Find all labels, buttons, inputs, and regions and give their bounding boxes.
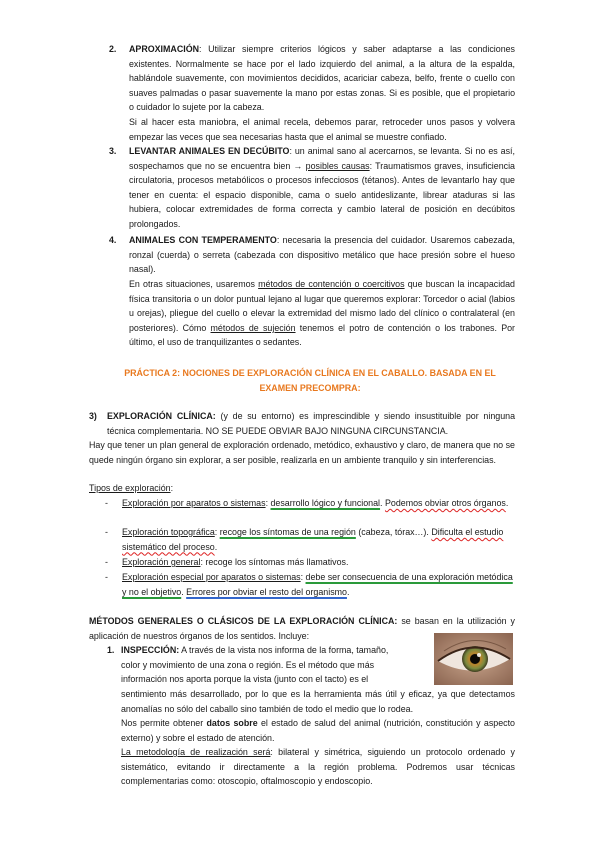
- inspeccion-line: información nos aporta porque la vista (junto con el tacto) es el: [121, 674, 369, 684]
- inspeccion-text: A través de la vista nos informa de la forma, tamaño,: [179, 645, 389, 655]
- item-number: 2.: [109, 44, 117, 54]
- tipo-text: .: [214, 541, 218, 552]
- tipo-highlight: debe ser consecuencia de una exploración metódica y no el objetivo: [122, 572, 513, 597]
- inspeccion-bold: datos sobre: [206, 718, 258, 728]
- metodos-contencion-link: métodos de contención o coercitivos: [258, 279, 405, 289]
- tipos-label-text: Tipos de exploración: [89, 483, 171, 493]
- item-levantar: [129, 144, 515, 232]
- bullet: -: [105, 557, 108, 567]
- tipo-highlight: recoge los síntomas de una región: [219, 527, 356, 537]
- tipo-name: Exploración por aparatos o sistemas: [122, 498, 266, 508]
- inspeccion-text: el estado de salud del animal (nutrición, constitución y aspecto externo) y sobre el estado de atención.: [121, 718, 515, 743]
- item-temperamento-extra: [129, 277, 515, 350]
- practica-heading: PRÁCTICA 2: NOCIONES DE EXPLORACIÓN CLÍNICA EN EL CABALLO. BASADA EN EL EXAMEN PRECOMPRA:: [124, 368, 496, 393]
- tipo-text: (cabeza, tórax…).: [355, 527, 432, 537]
- item-text: En otras situaciones, usaremos: [129, 279, 259, 289]
- item-title: ANIMALES CON TEMPERAMENTO: [129, 235, 277, 245]
- section-number: 3): [89, 411, 97, 421]
- inspeccion-rest: sentimiento más desarrollado, por lo que es la herramienta más útil y eficaz, ya que detectamos anomalías no sólo del caballo sino también de todo el medio que lo rodea.: [121, 689, 515, 714]
- section-text: (y de su entorno) es imprescindible y siendo insustituible por ninguna técnica complementaria.: [107, 411, 516, 436]
- tipo-text: :: [265, 498, 271, 508]
- item-text: : Utilizar siempre criterios lógicos y saber adaptarse a las condiciones existentes. Normalmente se hace por el lado izquierdo del animal, a la altura de la espalda, hablándole suavemente, con movimientos decididos, acariciar cabeza, belfo, frente o cuello con suaves palmadas o pasar suavemente la mano por estas zonas. Si es posible, que el propietario o cuidador lo sujete por la cabeza.: [129, 44, 515, 113]
- item-text: tenemos el potro de contención o los trabones. Por último, el uso de tranquilizantes o sedantes.: [129, 322, 516, 348]
- tipos-colon: :: [170, 483, 174, 493]
- item-temperamento: [129, 233, 515, 277]
- item-text: que buscan la incapacidad física transitoria o un dolor puntual lejano al lugar que queremos explorar: Torcedor o acial (labios u orejas), pliegue del cuello o elevar la extremidad del mismo lado del clínico o contralateral (en posteriores). Cómo: [129, 279, 515, 333]
- caps-warning: NO SE PUEDE OBVIAR BAJO NINGUNA CIRCUNSTANCIA.: [205, 425, 449, 436]
- tipo-name: Exploración general: [122, 557, 201, 567]
- item-number: 4.: [109, 235, 117, 245]
- tipo-item: [122, 496, 515, 511]
- inspeccion-metodologia: [121, 745, 515, 789]
- metodologia-label: La metodología de realización será: [121, 747, 271, 757]
- inspeccion-datos: [121, 716, 515, 745]
- metodos-title: MÉTODOS GENERALES O CLÁSICOS DE LA EXPLORACIÓN CLÍNICA:: [89, 616, 398, 626]
- metodologia-text: : bilateral y simétrica, siguiendo un protocolo ordenado y sistemático, evitando ir directamente a la región problema. Podremos usar técnicas complementarias como: otoscopio, oftalmoscopio y endoscopio.: [121, 747, 515, 787]
- item-text: : necesaria la presencia del cuidador. Usaremos cabezada, ronzal (cuerda) o serreta (cabezada con dispositivo metálico que hace presión sobre el hueso nasal).: [129, 235, 516, 275]
- metodos-text: se basan en la utilización y aplicación de nuestros órganos de los sentidos. Incluye:: [89, 616, 515, 641]
- item-title: LEVANTAR ANIMALES EN DECÚBITO: [129, 146, 290, 156]
- tipo-text: .: [380, 498, 385, 508]
- tipo-item: [122, 525, 515, 554]
- item-aproximacion-extra: Si al hacer esta maniobra, el animal recela, debemos parar, retroceder unos pasos y volvera empezar las veces que sea necesarias hasta que el animal se muestre confiado.: [129, 117, 515, 142]
- item-number: 1.: [107, 645, 115, 655]
- exploracion-clinica: [107, 409, 515, 438]
- item-title: APROXIMACIÓN: [129, 44, 200, 54]
- item-aproximacion: [129, 42, 515, 115]
- tipo-highlight: Dificulta el estudio sistemático del proceso: [122, 527, 504, 552]
- inspeccion-title: INSPECCIÓN:: [121, 645, 180, 655]
- tipo-highlight: Errores por obviar el resto del organismo: [186, 586, 347, 597]
- posibles-causas-link: posibles causas: [305, 160, 370, 171]
- item-number: 3.: [109, 146, 117, 156]
- tipo-highlight: desarrollo lógico y funcional: [270, 498, 381, 508]
- tipo-highlight: Podemos obviar otros órganos: [384, 498, 506, 508]
- inspeccion-text: Nos permite obtener: [121, 718, 207, 728]
- tipo-text: : recoge los síntomas más llamativos.: [200, 557, 349, 567]
- inspeccion-line: [121, 643, 431, 658]
- tipo-text: :: [214, 527, 220, 537]
- tipo-text: .: [505, 498, 509, 508]
- tipo-name: Exploración especial por aparatos o sistemas: [122, 572, 301, 582]
- bullet: -: [105, 572, 108, 582]
- bullet: -: [105, 498, 108, 508]
- metodos-sujecion-link: métodos de sujeción: [210, 322, 296, 333]
- item-text: : Traumatismos graves, insuficiencia circulatoria, procesos metabólicos o procesos infecciosos (tétanos). Antes de levantarlo hay que tener en cuenta: el espacio disponible, cama o suelo antideslizante, librear ataduras si las hubiera, colocar extremidades de forma correcta y cambio lateral de posición en decúbitos prolongados.: [129, 160, 515, 229]
- item-text: : un animal sano al acercarnos, se levanta. Si no es así, sospechamos que no se encuentra bien →: [129, 146, 515, 171]
- tipo-name: Exploración topográfica: [122, 527, 215, 537]
- exploracion-paragraph: Hay que tener un plan general de exploración ordenado, metódico, exhaustivo y claro, de manera que no se quede ningún órgano sin explorar, a ser posible, realizarla en un ambiente tranquilo y sin interferencias.: [89, 440, 515, 465]
- inspeccion-line: color y movimiento de una zona o región. Es el método que más: [121, 660, 375, 670]
- bullet: -: [105, 527, 108, 537]
- tipos-label: [89, 481, 515, 496]
- tipo-item: [122, 570, 515, 599]
- section-title: EXPLORACIÓN CLÍNICA:: [107, 411, 216, 421]
- tipo-text: :: [300, 572, 306, 582]
- tipo-text: .: [346, 586, 350, 597]
- tipo-text: .: [181, 586, 187, 597]
- tipo-item: [122, 555, 515, 570]
- eye-photo: [434, 633, 513, 685]
